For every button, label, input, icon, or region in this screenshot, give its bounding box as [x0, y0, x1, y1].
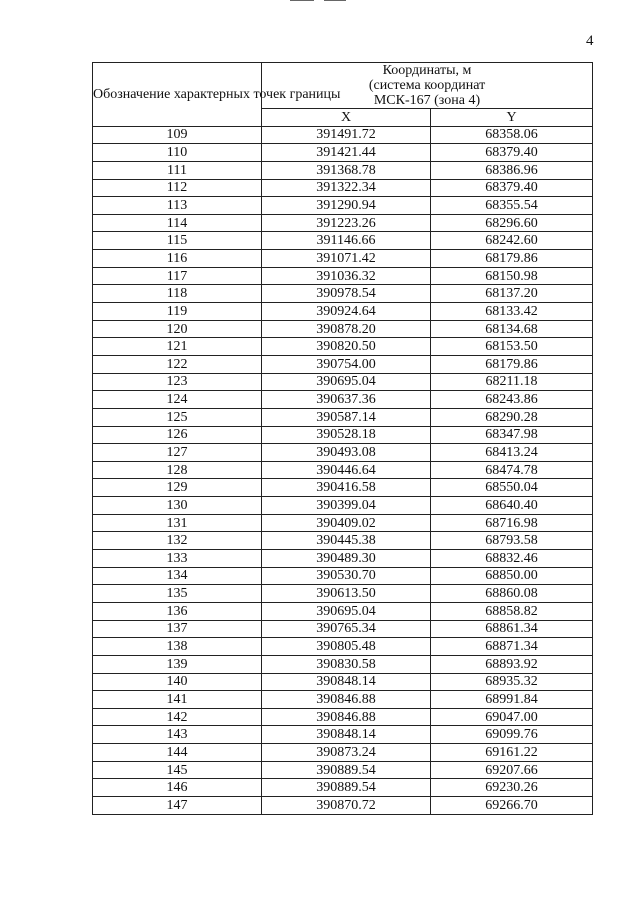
table-row — [93, 373, 593, 391]
coordinates-header-line: МСК-167 (зона 4) — [373, 93, 481, 108]
y-coordinate-cell: 68860.08 — [431, 585, 593, 603]
point-id-cell: 131 — [93, 514, 262, 532]
point-id-cell: 147 — [93, 796, 262, 814]
y-coordinate-cell: 68858.82 — [431, 602, 593, 620]
y-coordinate-cell: 68871.34 — [431, 638, 593, 656]
table-row — [93, 303, 593, 321]
point-id-cell: 144 — [93, 744, 262, 762]
point-id-cell: 121 — [93, 338, 262, 356]
y-coordinate-cell: 68861.34 — [431, 620, 593, 638]
y-coordinate-cell: 68935.32 — [431, 673, 593, 691]
x-coordinate-cell: 390695.04 — [262, 373, 431, 391]
y-coordinate-cell: 68243.86 — [431, 391, 593, 409]
table-row — [93, 761, 593, 779]
coordinates-header-line: (система координат — [368, 78, 486, 93]
point-id-cell: 118 — [93, 285, 262, 303]
y-coordinate-cell: 68133.42 — [431, 303, 593, 321]
page-number: 4 — [586, 33, 594, 49]
table-row — [93, 214, 593, 232]
y-coordinate-cell: 68211.18 — [431, 373, 593, 391]
point-id-cell: 116 — [93, 250, 262, 268]
y-coordinate-cell: 68296.60 — [431, 214, 593, 232]
point-id-cell: 125 — [93, 408, 262, 426]
table-row — [93, 585, 593, 603]
point-id-cell: 146 — [93, 779, 262, 797]
point-id-cell: 115 — [93, 232, 262, 250]
table-row — [93, 461, 593, 479]
x-coordinate-cell: 391071.42 — [262, 250, 431, 268]
y-coordinate-cell: 68413.24 — [431, 444, 593, 462]
scan-mark — [324, 0, 346, 1]
table-row — [93, 126, 593, 144]
table-row — [93, 708, 593, 726]
x-coordinate-cell: 390754.00 — [262, 355, 431, 373]
x-coordinate-cell: 390613.50 — [262, 585, 431, 603]
x-coordinate-cell: 390493.08 — [262, 444, 431, 462]
y-coordinate-cell: 68550.04 — [431, 479, 593, 497]
table-row — [93, 285, 593, 303]
x-coordinate-cell: 390873.24 — [262, 744, 431, 762]
y-coordinate-cell: 69230.26 — [431, 779, 593, 797]
x-coordinate-cell: 390889.54 — [262, 779, 431, 797]
y-coordinate-cell: 68179.86 — [431, 355, 593, 373]
table-row — [93, 691, 593, 709]
scan-mark — [290, 0, 314, 1]
point-id-cell: 126 — [93, 426, 262, 444]
point-id-cell: 117 — [93, 267, 262, 285]
table-row — [93, 320, 593, 338]
x-column-header: X — [262, 109, 431, 127]
point-id-cell: 145 — [93, 761, 262, 779]
x-coordinate-cell: 390820.50 — [262, 338, 431, 356]
x-coordinate-cell: 390889.54 — [262, 761, 431, 779]
point-id-cell: 143 — [93, 726, 262, 744]
x-coordinate-cell: 390848.14 — [262, 673, 431, 691]
point-id-cell: 112 — [93, 179, 262, 197]
x-coordinate-cell: 391421.44 — [262, 144, 431, 162]
x-coordinate-cell: 391223.26 — [262, 214, 431, 232]
table-row — [93, 408, 593, 426]
x-coordinate-cell: 390489.30 — [262, 550, 431, 568]
y-coordinate-cell: 68793.58 — [431, 532, 593, 550]
y-coordinate-cell: 68134.68 — [431, 320, 593, 338]
table-row — [93, 514, 593, 532]
x-coordinate-cell: 391036.32 — [262, 267, 431, 285]
x-coordinate-cell: 390924.64 — [262, 303, 431, 321]
point-id-cell: 127 — [93, 444, 262, 462]
table-row — [93, 161, 593, 179]
table-row — [93, 444, 593, 462]
y-coordinate-cell: 69161.22 — [431, 744, 593, 762]
x-coordinate-cell: 390848.14 — [262, 726, 431, 744]
table-row — [93, 655, 593, 673]
point-id-cell: 111 — [93, 161, 262, 179]
point-id-cell: 122 — [93, 355, 262, 373]
table-row — [93, 744, 593, 762]
x-coordinate-cell: 390765.34 — [262, 620, 431, 638]
y-coordinate-cell: 68242.60 — [431, 232, 593, 250]
x-coordinate-cell: 390399.04 — [262, 497, 431, 515]
point-id-cell: 136 — [93, 602, 262, 620]
table-row — [93, 796, 593, 814]
point-id-cell: 140 — [93, 673, 262, 691]
x-coordinate-cell: 390878.20 — [262, 320, 431, 338]
x-coordinate-cell: 390530.70 — [262, 567, 431, 585]
x-coordinate-cell: 390830.58 — [262, 655, 431, 673]
table-row — [93, 197, 593, 215]
table-row — [93, 532, 593, 550]
point-id-cell: 129 — [93, 479, 262, 497]
point-id-cell: 138 — [93, 638, 262, 656]
table-row — [93, 497, 593, 515]
y-coordinate-cell: 68379.40 — [431, 179, 593, 197]
coordinates-table — [92, 62, 593, 815]
y-coordinate-cell: 68153.50 — [431, 338, 593, 356]
x-coordinate-cell: 391491.72 — [262, 126, 431, 144]
y-coordinate-cell: 69266.70 — [431, 796, 593, 814]
table-row — [93, 726, 593, 744]
table-row — [93, 338, 593, 356]
x-coordinate-cell: 390846.88 — [262, 691, 431, 709]
table-row — [93, 602, 593, 620]
x-coordinate-cell: 391290.94 — [262, 197, 431, 215]
table-row — [93, 620, 593, 638]
y-coordinate-cell: 68150.98 — [431, 267, 593, 285]
y-coordinate-cell: 69047.00 — [431, 708, 593, 726]
table-row — [93, 426, 593, 444]
x-coordinate-cell: 390416.58 — [262, 479, 431, 497]
point-id-cell: 132 — [93, 532, 262, 550]
y-coordinate-cell: 68355.54 — [431, 197, 593, 215]
table-row — [93, 673, 593, 691]
point-id-cell: 133 — [93, 550, 262, 568]
x-coordinate-cell: 391322.34 — [262, 179, 431, 197]
point-id-cell: 119 — [93, 303, 262, 321]
x-coordinate-cell: 390870.72 — [262, 796, 431, 814]
y-coordinate-cell: 68893.92 — [431, 655, 593, 673]
point-id-cell: 142 — [93, 708, 262, 726]
table-row — [93, 179, 593, 197]
x-coordinate-cell: 390637.36 — [262, 391, 431, 409]
point-id-cell: 113 — [93, 197, 262, 215]
x-coordinate-cell: 390695.04 — [262, 602, 431, 620]
table-row — [93, 479, 593, 497]
y-coordinate-cell: 68850.00 — [431, 567, 593, 585]
y-coordinate-cell: 68379.40 — [431, 144, 593, 162]
y-coordinate-cell: 68358.06 — [431, 126, 593, 144]
y-coordinate-cell: 68640.40 — [431, 497, 593, 515]
table-row — [93, 355, 593, 373]
point-id-cell: 134 — [93, 567, 262, 585]
y-coordinate-cell: 68716.98 — [431, 514, 593, 532]
x-coordinate-cell: 390846.88 — [262, 708, 431, 726]
table-row — [93, 550, 593, 568]
table-row — [93, 267, 593, 285]
table-row — [93, 567, 593, 585]
y-coordinate-cell: 68179.86 — [431, 250, 593, 268]
y-coordinate-cell: 68290.28 — [431, 408, 593, 426]
point-id-cell: 130 — [93, 497, 262, 515]
x-coordinate-cell: 391146.66 — [262, 232, 431, 250]
point-id-cell: 128 — [93, 461, 262, 479]
point-id-cell: 135 — [93, 585, 262, 603]
x-coordinate-cell: 390446.64 — [262, 461, 431, 479]
table-row — [93, 391, 593, 409]
point-label-header: Обозначение характерных точек границы — [93, 63, 262, 127]
point-id-cell: 114 — [93, 214, 262, 232]
point-id-cell: 124 — [93, 391, 262, 409]
point-id-cell: 137 — [93, 620, 262, 638]
y-coordinate-cell: 68347.98 — [431, 426, 593, 444]
x-coordinate-cell: 390445.38 — [262, 532, 431, 550]
table-row — [93, 250, 593, 268]
point-id-cell: 123 — [93, 373, 262, 391]
table-row — [93, 779, 593, 797]
point-id-cell: 120 — [93, 320, 262, 338]
x-coordinate-cell: 390805.48 — [262, 638, 431, 656]
y-coordinate-cell: 69099.76 — [431, 726, 593, 744]
x-coordinate-cell: 390587.14 — [262, 408, 431, 426]
point-id-cell: 139 — [93, 655, 262, 673]
coordinates-header-line: Координаты, м — [382, 63, 472, 78]
point-id-cell: 109 — [93, 126, 262, 144]
point-id-cell: 141 — [93, 691, 262, 709]
y-coordinate-cell: 68137.20 — [431, 285, 593, 303]
y-coordinate-cell: 68474.78 — [431, 461, 593, 479]
x-coordinate-cell: 391368.78 — [262, 161, 431, 179]
x-coordinate-cell: 390528.18 — [262, 426, 431, 444]
y-coordinate-cell: 69207.66 — [431, 761, 593, 779]
table-row — [93, 638, 593, 656]
x-coordinate-cell: 390409.02 — [262, 514, 431, 532]
point-id-cell: 110 — [93, 144, 262, 162]
table-row — [93, 144, 593, 162]
y-column-header: Y — [431, 109, 593, 127]
y-coordinate-cell: 68386.96 — [431, 161, 593, 179]
x-coordinate-cell: 390978.54 — [262, 285, 431, 303]
table-row — [93, 232, 593, 250]
y-coordinate-cell: 68991.84 — [431, 691, 593, 709]
y-coordinate-cell: 68832.46 — [431, 550, 593, 568]
